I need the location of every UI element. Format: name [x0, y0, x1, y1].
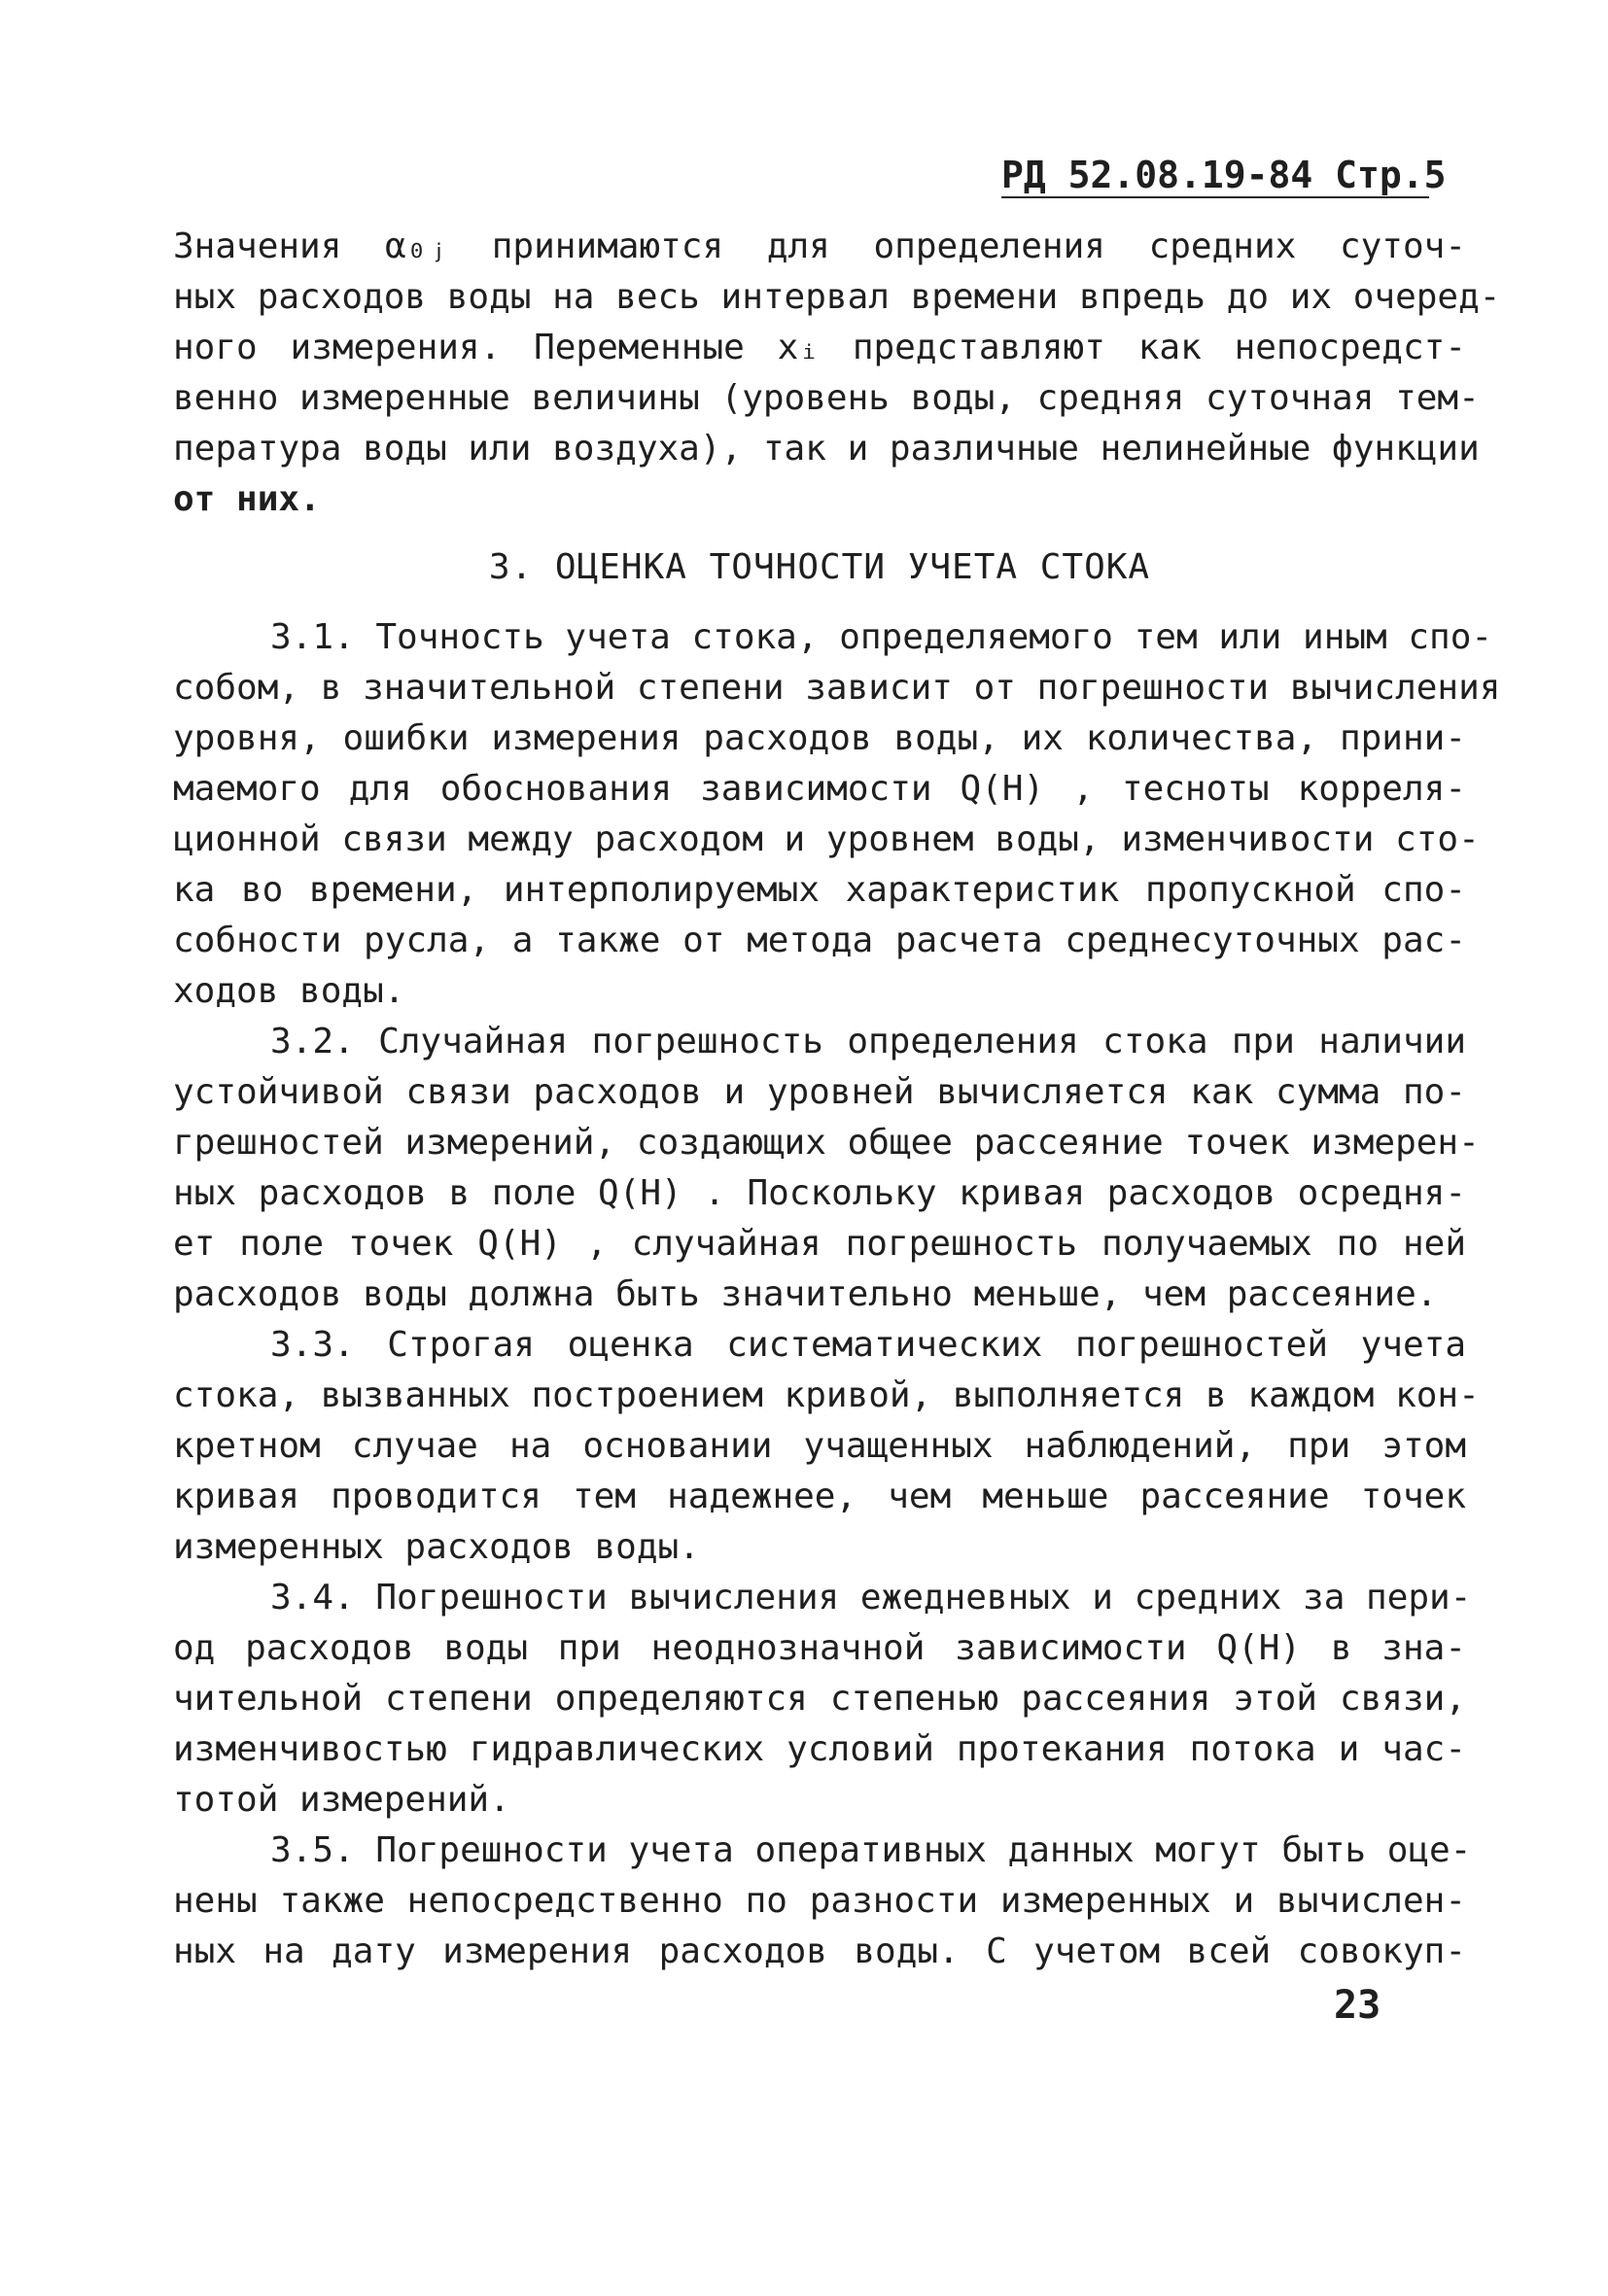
paragraph-intro — [173, 222, 1501, 525]
text-line: ет поле точек Q(H) , случайная погрешность получаемых по ней — [173, 1224, 1466, 1264]
text-line: ных расходов в поле Q(H) . Поскольку кривая расходов осредня- — [173, 1173, 1466, 1213]
text-line: ных на дату измерения расходов воды. С учетом всей совокуп- — [173, 1931, 1466, 1971]
text-line: 3.1. Точность учета стока, определяемого тем или иным спо- — [270, 617, 1493, 657]
text-line: ных расходов воды на весь интервал времени впредь до их очеред- — [173, 277, 1501, 317]
text-line: тотой измерений. — [173, 1780, 510, 1820]
text-line: од расходов воды при неоднозначной зависимости Q(H) в зна- — [173, 1628, 1466, 1668]
paragraph-3-1 — [173, 612, 1501, 1017]
page-number: 23 — [1334, 1983, 1381, 2028]
text-line: стока, вызванных построением кривой, выполняется в каждом кон- — [173, 1375, 1480, 1415]
paragraph-3-2 — [173, 1017, 1480, 1320]
text-line: Значения α₀ⱼ принимаются для определения средних суточ- — [173, 226, 1466, 266]
section-heading: 3. ОЦЕНКА ТОЧНОСТИ УЧЕТА СТОКА — [488, 547, 1151, 587]
text-line: 3.4. Погрешности вычисления ежедневных и средних за пери- — [270, 1578, 1472, 1618]
text-line: пература воды или воздуха), так и различные нелинейные функции — [173, 429, 1480, 469]
text-line: собности русла, а также от метода расчета среднесуточных рас- — [173, 921, 1466, 960]
text-line: измеренных расходов воды. — [173, 1527, 700, 1567]
text-line: 3.2. Случайная погрешность определения стока при наличии — [270, 1022, 1466, 1061]
text-line: чительной степени определяются степенью рассеяния этой связи, — [173, 1679, 1466, 1719]
text-line: изменчивостью гидравлических условий протекания потока и час- — [173, 1729, 1466, 1769]
text-line: ного измерения. Переменные xᵢ представляют как непосредст- — [173, 328, 1466, 367]
document-reference-header: РД 52.08.19-84 Стр.5 — [1001, 154, 1447, 196]
text-line: кривая проводится тем надежнее, чем меньше рассеяние точек — [173, 1477, 1466, 1516]
text-line: нены также непосредственно по разности измеренных и вычислен- — [173, 1881, 1466, 1921]
text-line: уровня, ошибки измерения расходов воды, их количества, прини- — [173, 718, 1466, 758]
text-line: грешностей измерений, создающих общее рассеяние точек измерен- — [173, 1123, 1480, 1163]
paragraph-3-4 — [173, 1573, 1472, 1826]
text-line: устойчивой связи расходов и уровней вычисляется как сумма по- — [173, 1072, 1466, 1112]
paragraph-3-5 — [173, 1826, 1472, 1977]
text-line: собом, в значительной степени зависит от погрешности вычисления — [173, 668, 1501, 708]
text-line: ходов воды. — [173, 971, 405, 1011]
text-line: венно измеренные величины (уровень воды, средняя суточная тем- — [173, 378, 1480, 418]
paragraph-3-3 — [173, 1320, 1480, 1573]
text-line: от них. — [173, 479, 321, 519]
text-line: ка во времени, интерполируемых характеристик пропускной спо- — [173, 870, 1466, 910]
text-line: 3.5. Погрешности учета оперативных данных могут быть оце- — [270, 1830, 1472, 1870]
document-body — [173, 222, 1501, 1977]
text-line: ционной связи между расходом и уровнем воды, изменчивости сто- — [173, 819, 1480, 859]
text-line: маемого для обоснования зависимости Q(H) , тесноты корреля- — [173, 769, 1466, 809]
text-line: кретном случае на основании учащенных наблюдений, при этом — [173, 1426, 1466, 1466]
text-line: 3.3. Строгая оценка систематических погрешностей учета — [270, 1325, 1466, 1365]
text-line: расходов воды должна быть значительно меньше, чем рассеяние. — [173, 1274, 1438, 1314]
